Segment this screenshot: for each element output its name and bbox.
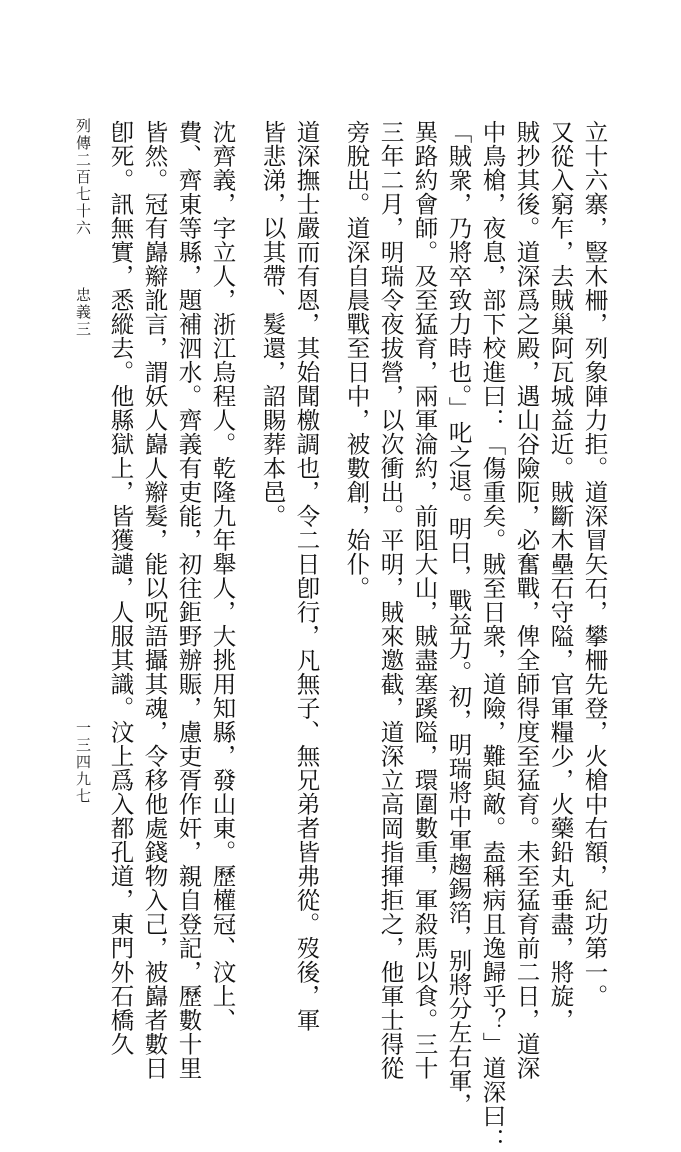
text-column-14: 卽死。訊無實，悉縱去。他縣獄上，皆獲譴，人服其識。汶上爲入都孔道，東門外石橋久 bbox=[106, 120, 135, 1056]
text-column-7: 三年二月，明瑞令夜拔營，以次衝出。平明，賊來邀截，道深立高岡指揮拒之，他軍士得從 bbox=[376, 120, 405, 1080]
page-number: 一三四九七 bbox=[74, 720, 92, 805]
text-column-13: 皆然。冠有巋辮訛言，謂妖人巋人辮髮，能以呪語攝其魂，令移他處錢物入己，被巋者數日 bbox=[140, 120, 169, 1080]
text-column-2: 又從入窮乍，去賊巢阿瓦城益近。賊斷木壘石守隘，官軍糧少，火藥鉛丸垂盡，將旋， bbox=[546, 120, 575, 1032]
section-title: 忠義三 bbox=[74, 287, 92, 338]
text-column-9: 道深撫士嚴而有恩，其始聞檄調也，令二日卽行，凡無子、無兄弟者皆弗從。歿後，軍 bbox=[292, 120, 321, 1032]
text-column-4: 中鳥槍，夜息，部下校進曰：「傷重矣。賊至日衆，道險，難與敵。盍稱病且逸歸乎？」道深曰： bbox=[478, 120, 507, 1152]
text-column-3: 賊抄其後。道深爲之殿，遇山谷險阨，必奮戰，俾全師得度至猛育。未至猛育前二日，道深 bbox=[512, 120, 541, 1080]
text-column-12: 費、齊東等縣，題補泗水。齊義有吏能，初往鉅野辦賑，慮吏胥作奸，親自登記，歷數十里 bbox=[174, 120, 203, 1080]
text-column-10: 皆悲涕，以其帶、髮還，詔賜葬本邑。 bbox=[258, 120, 287, 528]
text-column-6: 異路約會師。及至猛育，兩軍淪約，前阻大山，賊盡塞蹊隘，環圍數重，軍殺馬以食。三十 bbox=[410, 120, 439, 1080]
text-column-1: 立十六寨，豎木柵，列象陣力拒。道深冒矢石，攀柵先登，火槍中右額，紀功第一。 bbox=[580, 120, 609, 1008]
text-column-8: 旁脫出。道深自晨戰至日中，被數創，始仆。 bbox=[342, 120, 371, 600]
chapter-title: 列傳二百七十六 bbox=[74, 118, 92, 237]
text-column-5: 「賊衆，乃將卒致力時也。」叱之退。明日，戰益力。初，明瑞將中軍趨錫箔，别將分左右軍， bbox=[444, 120, 473, 1117]
running-header bbox=[73, 118, 94, 338]
text-column-11: 沈齊義，字立人，浙江烏程人。乾隆九年舉人，大挑用知縣，發山東。歷權冠、汶上、 bbox=[208, 120, 237, 1032]
